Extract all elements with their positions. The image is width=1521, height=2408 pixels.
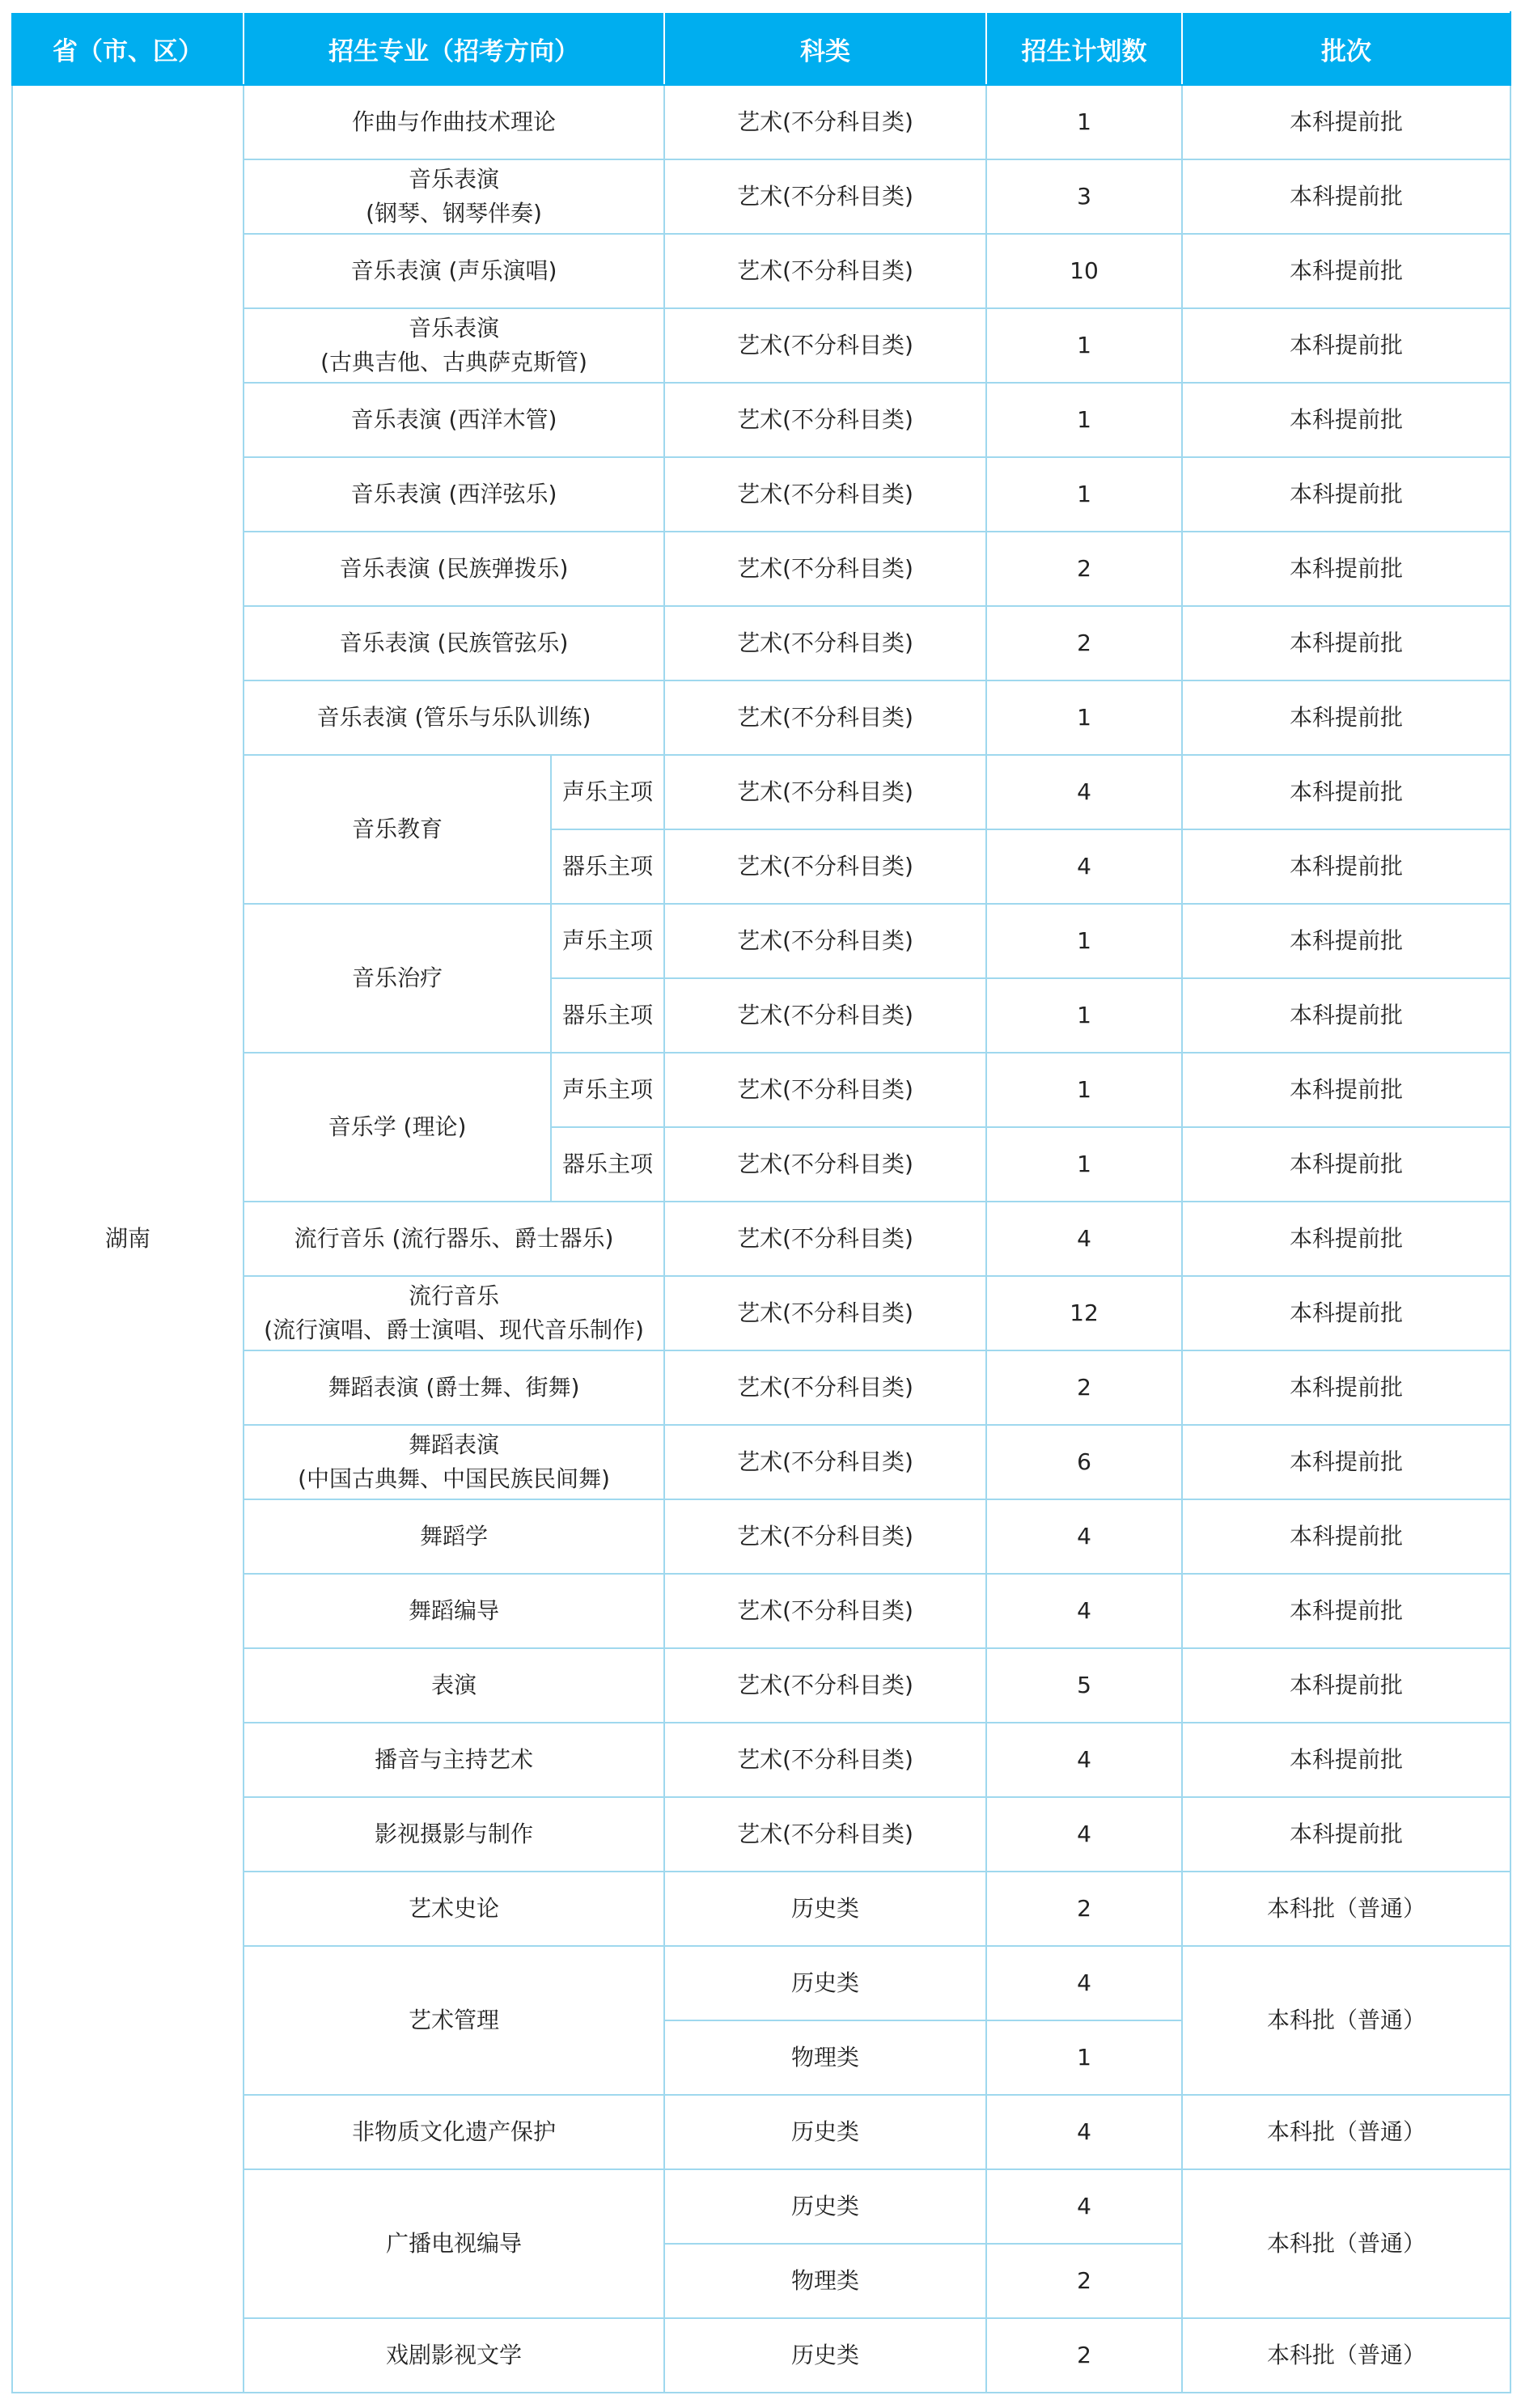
category-cell: 艺术(不分科目类) <box>664 755 986 829</box>
table-row <box>12 85 1510 159</box>
batch-cell: 本科提前批 <box>1182 1797 1510 1872</box>
category-cell: 历史类 <box>664 1872 986 1946</box>
category-cell: 艺术(不分科目类) <box>664 1574 986 1648</box>
province-cell: 湖南 <box>12 85 244 2393</box>
plan-count-cell: 2 <box>986 2244 1182 2318</box>
plan-count-cell: 4 <box>986 755 1182 829</box>
category-cell: 艺术(不分科目类) <box>664 1425 986 1499</box>
category-cell: 历史类 <box>664 2318 986 2393</box>
batch-cell: 本科提前批 <box>1182 1648 1510 1723</box>
plan-count-cell: 1 <box>986 457 1182 532</box>
batch-cell: 本科提前批 <box>1182 1723 1510 1797</box>
plan-count-cell: 4 <box>986 1946 1182 2020</box>
plan-count-cell: 1 <box>986 1127 1182 1202</box>
batch-cell: 本科提前批 <box>1182 234 1510 308</box>
plan-count-cell: 4 <box>986 1202 1182 1276</box>
plan-count-cell: 2 <box>986 2318 1182 2393</box>
table-body <box>12 85 1510 2393</box>
sub-direction-cell: 声乐主项 <box>551 755 664 829</box>
category-cell: 艺术(不分科目类) <box>664 383 986 457</box>
category-cell: 艺术(不分科目类) <box>664 457 986 532</box>
plan-count-cell: 4 <box>986 2169 1182 2244</box>
category-cell: 物理类 <box>664 2244 986 2318</box>
batch-cell: 本科提前批 <box>1182 606 1510 680</box>
category-cell: 艺术(不分科目类) <box>664 234 986 308</box>
plan-count-cell: 4 <box>986 1723 1182 1797</box>
category-cell: 艺术(不分科目类) <box>664 1202 986 1276</box>
category-cell: 艺术(不分科目类) <box>664 1648 986 1723</box>
category-cell: 艺术(不分科目类) <box>664 1499 986 1574</box>
plan-count-cell: 4 <box>986 1499 1182 1574</box>
category-cell: 艺术(不分科目类) <box>664 85 986 159</box>
major-cell: 舞蹈学 <box>244 1499 664 1574</box>
admission-plan-table <box>11 11 1511 2393</box>
batch-cell: 本科提前批 <box>1182 308 1510 383</box>
major-cell: 戏剧影视文学 <box>244 2318 664 2393</box>
plan-count-cell: 4 <box>986 829 1182 904</box>
header-major: 招生专业（招考方向） <box>244 12 664 85</box>
batch-cell: 本科提前批 <box>1182 1350 1510 1425</box>
plan-count-cell: 10 <box>986 234 1182 308</box>
category-cell: 艺术(不分科目类) <box>664 1053 986 1127</box>
plan-count-cell: 4 <box>986 1797 1182 1872</box>
category-cell: 历史类 <box>664 2169 986 2244</box>
header-plan-count: 招生计划数 <box>986 12 1182 85</box>
category-cell: 艺术(不分科目类) <box>664 159 986 234</box>
header-category: 科类 <box>664 12 986 85</box>
plan-count-cell: 2 <box>986 1872 1182 1946</box>
batch-cell: 本科提前批 <box>1182 904 1510 978</box>
major-cell: 音乐表演 (西洋弦乐) <box>244 457 664 532</box>
major-cell: 音乐表演 (西洋木管) <box>244 383 664 457</box>
sub-direction-cell: 声乐主项 <box>551 904 664 978</box>
batch-cell: 本科提前批 <box>1182 680 1510 755</box>
major-cell: 作曲与作曲技术理论 <box>244 85 664 159</box>
batch-cell: 本科批（普通） <box>1182 1872 1510 1946</box>
category-cell: 艺术(不分科目类) <box>664 1276 986 1350</box>
header-province: 省（市、区） <box>12 12 244 85</box>
batch-cell: 本科提前批 <box>1182 1425 1510 1499</box>
major-cell: 音乐教育 <box>244 755 551 904</box>
batch-cell: 本科提前批 <box>1182 1202 1510 1276</box>
major-cell: 音乐表演 (管乐与乐队训练) <box>244 680 664 755</box>
sub-direction-cell: 器乐主项 <box>551 1127 664 1202</box>
batch-cell: 本科提前批 <box>1182 457 1510 532</box>
plan-count-cell: 12 <box>986 1276 1182 1350</box>
batch-cell: 本科批（普通） <box>1182 2318 1510 2393</box>
batch-cell: 本科提前批 <box>1182 1127 1510 1202</box>
batch-cell: 本科提前批 <box>1182 1499 1510 1574</box>
major-cell: 音乐表演 (声乐演唱) <box>244 234 664 308</box>
category-cell: 历史类 <box>664 2095 986 2169</box>
category-cell: 艺术(不分科目类) <box>664 1797 986 1872</box>
category-cell: 艺术(不分科目类) <box>664 532 986 606</box>
major-cell: 影视摄影与制作 <box>244 1797 664 1872</box>
major-cell: 播音与主持艺术 <box>244 1723 664 1797</box>
sub-direction-cell: 器乐主项 <box>551 829 664 904</box>
batch-cell: 本科提前批 <box>1182 1574 1510 1648</box>
plan-count-cell: 1 <box>986 904 1182 978</box>
plan-count-cell: 1 <box>986 1053 1182 1127</box>
admission-plan-table-container <box>11 11 1510 2393</box>
plan-count-cell: 1 <box>986 2020 1182 2095</box>
major-cell: 舞蹈表演 (爵士舞、街舞) <box>244 1350 664 1425</box>
major-cell: 艺术管理 <box>244 1946 664 2095</box>
batch-cell: 本科批（普通） <box>1182 2095 1510 2169</box>
batch-cell: 本科批（普通） <box>1182 2169 1510 2318</box>
major-cell: 音乐治疗 <box>244 904 551 1053</box>
category-cell: 历史类 <box>664 1946 986 2020</box>
plan-count-cell: 3 <box>986 159 1182 234</box>
plan-count-cell: 5 <box>986 1648 1182 1723</box>
major-cell: 舞蹈编导 <box>244 1574 664 1648</box>
batch-cell: 本科批（普通） <box>1182 1946 1510 2095</box>
batch-cell: 本科提前批 <box>1182 1053 1510 1127</box>
category-cell: 艺术(不分科目类) <box>664 829 986 904</box>
plan-count-cell: 1 <box>986 680 1182 755</box>
major-cell: 流行音乐 (流行演唱、爵士演唱、现代音乐制作) <box>244 1276 664 1350</box>
plan-count-cell: 1 <box>986 85 1182 159</box>
plan-count-cell: 1 <box>986 978 1182 1053</box>
category-cell: 艺术(不分科目类) <box>664 606 986 680</box>
plan-count-cell: 4 <box>986 1574 1182 1648</box>
category-cell: 艺术(不分科目类) <box>664 1350 986 1425</box>
batch-cell: 本科提前批 <box>1182 159 1510 234</box>
major-cell: 舞蹈表演 (中国古典舞、中国民族民间舞) <box>244 1425 664 1499</box>
batch-cell: 本科提前批 <box>1182 1276 1510 1350</box>
batch-cell: 本科提前批 <box>1182 85 1510 159</box>
major-cell: 艺术史论 <box>244 1872 664 1946</box>
table-header-row <box>12 12 1510 85</box>
category-cell: 物理类 <box>664 2020 986 2095</box>
major-cell: 表演 <box>244 1648 664 1723</box>
major-cell: 音乐学 (理论) <box>244 1053 551 1202</box>
plan-count-cell: 6 <box>986 1425 1182 1499</box>
batch-cell: 本科提前批 <box>1182 829 1510 904</box>
major-cell: 非物质文化遗产保护 <box>244 2095 664 2169</box>
plan-count-cell: 2 <box>986 1350 1182 1425</box>
major-cell: 音乐表演 (民族弹拨乐) <box>244 532 664 606</box>
category-cell: 艺术(不分科目类) <box>664 1723 986 1797</box>
major-cell: 流行音乐 (流行器乐、爵士器乐) <box>244 1202 664 1276</box>
category-cell: 艺术(不分科目类) <box>664 680 986 755</box>
batch-cell: 本科提前批 <box>1182 978 1510 1053</box>
category-cell: 艺术(不分科目类) <box>664 978 986 1053</box>
category-cell: 艺术(不分科目类) <box>664 308 986 383</box>
plan-count-cell: 2 <box>986 606 1182 680</box>
major-cell: 音乐表演 (古典吉他、古典萨克斯管) <box>244 308 664 383</box>
batch-cell: 本科提前批 <box>1182 755 1510 829</box>
major-cell: 音乐表演 (民族管弦乐) <box>244 606 664 680</box>
plan-count-cell: 1 <box>986 308 1182 383</box>
batch-cell: 本科提前批 <box>1182 532 1510 606</box>
major-cell: 音乐表演 (钢琴、钢琴伴奏) <box>244 159 664 234</box>
category-cell: 艺术(不分科目类) <box>664 1127 986 1202</box>
sub-direction-cell: 器乐主项 <box>551 978 664 1053</box>
batch-cell: 本科提前批 <box>1182 383 1510 457</box>
sub-direction-cell: 声乐主项 <box>551 1053 664 1127</box>
category-cell: 艺术(不分科目类) <box>664 904 986 978</box>
plan-count-cell: 4 <box>986 2095 1182 2169</box>
plan-count-cell: 2 <box>986 532 1182 606</box>
major-cell: 广播电视编导 <box>244 2169 664 2318</box>
header-batch: 批次 <box>1182 12 1510 85</box>
plan-count-cell: 1 <box>986 383 1182 457</box>
